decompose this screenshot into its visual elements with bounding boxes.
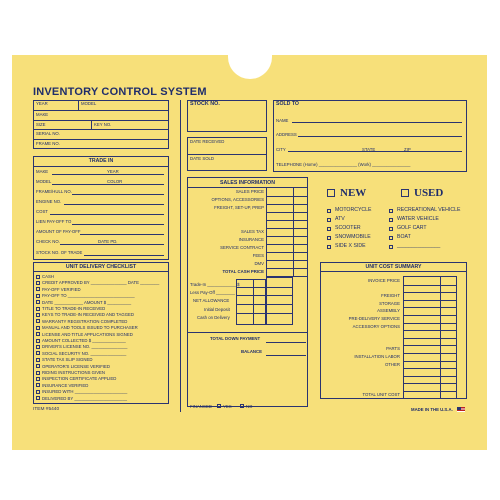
checklist-checkbox[interactable] — [36, 371, 40, 375]
vehicle-make-label: MAKE — [36, 112, 49, 117]
us-flag-icon — [457, 407, 465, 412]
vehicle-type-label: SCOOTER — [335, 225, 361, 231]
trade-stock-label: STOCK NO. OF TRADE — [36, 250, 83, 255]
checklist-item-label: INSURED WITH ______________________ — [42, 389, 128, 395]
date-received-label: DATE RECEIVED — [190, 139, 225, 144]
checklist-checkbox[interactable] — [36, 358, 40, 362]
checklist-checkbox[interactable] — [36, 275, 40, 279]
vehicle-size-label: SIZE — [36, 122, 46, 127]
vehicle-frame-label: FRAME NO. — [36, 141, 60, 146]
sales-info-title: SALES INFORMATION — [220, 180, 275, 186]
vehicle-type-label: SNOWMOBILE — [335, 234, 371, 240]
vehicle-type-checkbox[interactable] — [389, 245, 393, 249]
checklist-checkbox[interactable] — [36, 396, 40, 400]
vehicle-type-label: GOLF CART — [397, 225, 427, 231]
checklist-checkbox[interactable] — [36, 281, 40, 285]
less-payoff-line: Less Pay-Off ________ — [190, 290, 236, 295]
checklist-item-label: RIDING INSTRUCTIONS GIVEN — [42, 370, 106, 375]
checklist-checkbox[interactable] — [36, 351, 40, 355]
cost-row-label: TOTAL UNIT COST — [362, 392, 400, 397]
form-title: INVENTORY CONTROL SYSTEM — [33, 86, 207, 98]
balance-label: BALANCE — [241, 349, 263, 354]
vehicle-type-label: WATER VEHICLE — [397, 216, 439, 222]
city-label: CITY — [276, 147, 286, 152]
stock-no-label: STOCK NO. — [190, 101, 220, 107]
sales-row-label: DMV — [254, 261, 264, 266]
checklist-item-label: PAY-OFF VERIFIED — [42, 286, 81, 292]
cash-delivery-label: Cash on Delivery — [197, 315, 230, 320]
sales-row-label: OPTIONS, ACCESSORIES — [211, 197, 264, 202]
name-label: NAME — [276, 118, 289, 123]
checklist-checkbox[interactable] — [36, 326, 40, 330]
cost-row-label: PRE-DELIVERY SERVICE — [348, 316, 400, 321]
checklist-checkbox[interactable] — [36, 364, 40, 368]
vehicle-type-label: RECREATIONAL VEHICLE — [397, 207, 461, 213]
checklist-item-label: CASH — [42, 274, 54, 279]
telephone-label: TELEPHONE (Home) ________________ (Work) ________________ — [276, 162, 411, 167]
date-sold-label: DATE SOLD — [190, 156, 215, 161]
state-label: STATE — [362, 147, 376, 152]
vehicle-type-checkbox[interactable] — [389, 218, 393, 222]
cost-row-label: INSTALLATION LABOR — [354, 354, 400, 359]
vehicle-type-checkbox[interactable] — [389, 209, 393, 213]
financed-no-label: NO — [246, 404, 253, 409]
checklist-item-label: STATE TAX SLIP SIGNED — [42, 357, 93, 363]
financed-yes-checkbox[interactable] — [217, 404, 221, 408]
net-allowance-label: NET ALLOWANCE — [193, 298, 230, 303]
trade-in-line: Trade-In ____________ $ — [190, 282, 240, 287]
financed-no-checkbox[interactable] — [240, 404, 244, 408]
vehicle-type-label: ATV — [335, 216, 345, 222]
address-label: ADDRESS — [276, 132, 297, 137]
sold-to-title: SOLD TO — [276, 101, 299, 107]
new-label: NEW — [340, 187, 367, 199]
cost-row-label: FREIGHT — [381, 293, 400, 299]
checklist-checkbox[interactable] — [36, 345, 40, 349]
checklist-title: UNIT DELIVERY CHECKLIST — [65, 264, 137, 270]
checklist-item-label: SOCIAL SECURITY NO. _______________ — [42, 350, 127, 356]
vehicle-type-checkbox[interactable] — [389, 236, 393, 240]
trade-lien-label: LIEN PAY-OFF TO — [36, 219, 72, 224]
initial-deposit-label: Initial Deposit — [204, 307, 230, 312]
trade-color-label: COLOR — [107, 179, 123, 184]
vehicle-type-label: MOTORCYCLE — [335, 207, 372, 213]
trade-amount-label: AMOUNT OF PAY-OFF — [36, 229, 81, 234]
checklist-item-label: OPERATOR'S LICENSE VERIFIED — [42, 363, 110, 369]
checklist-checkbox[interactable] — [36, 287, 40, 291]
checklist-item-label: CREDIT APPROVED BY _______________ DATE ________ — [42, 280, 160, 286]
checklist-checkbox[interactable] — [36, 332, 40, 336]
checklist-checkbox[interactable] — [36, 390, 40, 394]
sales-row-label: INSURANCE — [238, 237, 264, 242]
checklist-item-label: DRIVER'S LICENSE NO. _______________ — [42, 344, 128, 350]
checklist-checkbox[interactable] — [36, 319, 40, 323]
item-number: ITEM #5440 — [33, 407, 60, 412]
trade-year-label: YEAR — [107, 169, 119, 174]
vehicle-type-checkbox[interactable] — [327, 218, 331, 222]
vehicle-serial-label: SERIAL NO. — [36, 131, 60, 136]
financed-yes-label: YES — [223, 404, 232, 409]
sales-row-label: FEES — [252, 253, 264, 258]
total-down-label: TOTAL DOWN PAYMENT — [210, 336, 261, 341]
vehicle-key-label: KEY NO. — [94, 122, 112, 127]
vehicle-type-label: BOAT — [397, 234, 411, 240]
sales-row-label: SALES PRICE — [235, 189, 264, 194]
checklist-checkbox[interactable] — [36, 383, 40, 387]
vehicle-year-label: YEAR — [36, 101, 48, 106]
cost-row-label: OTHER — [384, 361, 400, 367]
checklist-checkbox[interactable] — [36, 294, 40, 298]
sales-row-label: SERVICE CONTRACT — [220, 245, 264, 250]
checklist-item-label: MANUAL AND TOOLS ISSUED TO PURCHASER — [42, 325, 138, 331]
sales-row-label: SALES TAX — [240, 229, 264, 234]
checklist-item-label: KEYS TO TRADE-IN RECEIVED AND TAGGED — [42, 312, 135, 318]
vehicle-type-label: _______________ — [397, 243, 441, 249]
checklist-item-label: PAY-OFF TO ____________________________ — [42, 293, 135, 299]
sales-row-label: TOTAL CASH PRICE — [222, 269, 264, 274]
trade-model-label: MODEL — [36, 179, 52, 184]
trade-in-title: TRADE IN — [88, 158, 114, 164]
vehicle-type-checkbox[interactable] — [327, 245, 331, 249]
checklist-item-label: INSURANCE VERIFIED — [42, 382, 89, 388]
checklist-checkbox[interactable] — [36, 307, 40, 311]
cost-row-label: INVOICE PRICE — [368, 278, 400, 283]
made-in-usa: MADE IN THE U.S.A. — [411, 407, 453, 412]
checklist-item-label: WARRANTY REGISTRATION COMPLETED — [42, 318, 128, 324]
trade-cost-label: COST — [36, 209, 48, 214]
checklist-checkbox[interactable] — [36, 377, 40, 381]
vehicle-type-checkbox[interactable] — [327, 227, 331, 231]
checklist-item-label: INSPECTION CERTIFICATE APPLIED — [42, 376, 117, 382]
trade-check-label: CHECK NO. — [36, 239, 60, 244]
zip-label: ZIP — [404, 147, 411, 152]
checklist-item-label: DATE ____________ AMOUNT $ __________ — [42, 299, 132, 305]
vehicle-model-label: MODEL — [81, 101, 97, 106]
used-label: USED — [414, 187, 444, 199]
cost-row-label: PARTS — [386, 346, 400, 352]
financed-label: FINANCED — [190, 404, 212, 409]
checklist-item-label: LICENSE AND TITLE APPLICATIONS SIGNED — [42, 331, 133, 337]
vehicle-type-checkbox[interactable] — [389, 227, 393, 231]
unit-cost-title: UNIT COST SUMMARY — [365, 264, 422, 270]
trade-engine-label: ENGINE NO. — [36, 199, 62, 204]
checklist-item-label: TITLE TO TRADE-IN RECEIVED — [42, 306, 106, 311]
checklist-item-label: AMOUNT COLLECTED $ ______________ — [42, 338, 126, 343]
used-checkbox[interactable] — [401, 189, 409, 197]
cost-row-label: ASSEMBLY — [377, 308, 400, 314]
trade-make-label: MAKE — [36, 169, 49, 174]
checklist-item-label: DELIVERED BY ______________________ — [42, 395, 127, 401]
checklist-checkbox[interactable] — [36, 300, 40, 304]
vehicle-type-checkbox[interactable] — [327, 209, 331, 213]
vehicle-type-checkbox[interactable] — [327, 236, 331, 240]
new-checkbox[interactable] — [327, 189, 335, 197]
sales-row-label: FREIGHT, SET-UP, PREP — [214, 205, 264, 210]
cost-row-label: STORAGE — [379, 300, 400, 306]
checklist-checkbox[interactable] — [36, 313, 40, 317]
trade-datepd-label: DATE PD. — [98, 239, 118, 244]
checklist-checkbox[interactable] — [36, 339, 40, 343]
trade-frame-label: FRAME/HULL NO. — [36, 189, 72, 194]
cost-row-label: ACCESSORY OPTIONS — [352, 323, 400, 329]
vehicle-type-label: SIDE X SIDE — [335, 243, 366, 249]
